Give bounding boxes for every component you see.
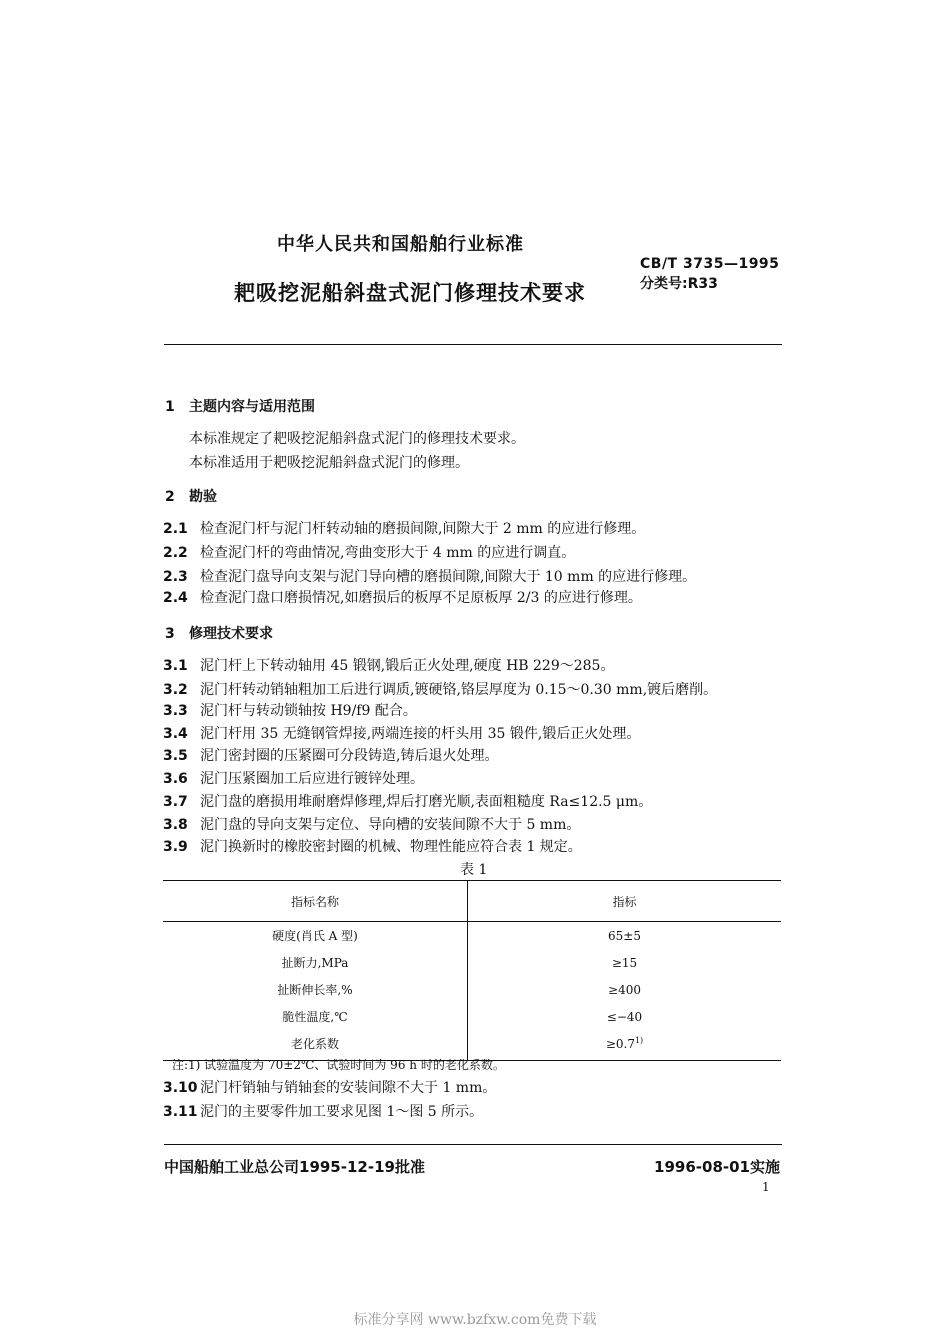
section-2-title: 勘验 <box>189 489 217 505</box>
table-header-indicator-name: 指标名称 <box>163 881 468 922</box>
clause-text: 泥门压紧圈加工后应进行镀锌处理。 <box>200 771 424 787</box>
clause-text: 检查泥门盘口磨损情况,如磨损后的板厚不足原板厚 2/3 的应进行修理。 <box>200 590 642 606</box>
table-cell-value: ≥400 <box>608 982 641 997</box>
table-cell-name: 硬度(肖氏 A 型) <box>163 922 468 950</box>
table-cell-name: 老化系数 <box>163 1030 468 1061</box>
clause-number: 3.8 <box>163 817 188 833</box>
document-title: 耙吸挖泥船斜盘式泥门修理技术要求 <box>234 281 586 305</box>
clause-number: 2.2 <box>163 545 188 561</box>
clause-3-4 <box>163 723 640 743</box>
clause-number: 2.3 <box>163 569 188 585</box>
table-row <box>163 922 781 950</box>
clause-number: 3.3 <box>163 703 188 719</box>
clause-2-2 <box>163 542 575 562</box>
table-caption: 表 1 <box>460 862 488 878</box>
clause-2-3 <box>163 566 696 586</box>
clause-3-11 <box>163 1101 483 1121</box>
rubber-seal-property-table <box>163 880 781 1061</box>
table-row <box>163 1003 781 1030</box>
section-1-title: 主题内容与适用范围 <box>189 399 315 415</box>
clause-number: 2.1 <box>163 521 188 537</box>
footnote-marker: 1) <box>634 1036 644 1045</box>
clause-number: 2.4 <box>163 590 188 606</box>
table-footnote: 注:1) 试验温度为 70±2℃、试验时间为 96 h 时的老化系数。 <box>172 1058 505 1072</box>
clause-3-5 <box>163 745 498 765</box>
clause-2-4 <box>163 587 642 607</box>
standard-code: CB/T 3735—1995 <box>640 256 780 272</box>
clause-text: 检查泥门盘导向支架与泥门导向槽的磨损间隙,间隙大于 10 mm 的应进行修理。 <box>200 569 697 585</box>
section-1-heading <box>165 396 315 416</box>
clause-number: 3.6 <box>163 771 188 787</box>
clause-text: 检查泥门杆与泥门杆转动轴的磨损间隙,间隙大于 2 mm 的应进行修理。 <box>200 521 646 537</box>
clause-number: 3.1 <box>163 658 188 674</box>
table-cell-value: ≤−40 <box>606 1009 643 1024</box>
clause-2-1 <box>163 518 645 538</box>
clause-3-3 <box>163 700 417 720</box>
page-number: 1 <box>762 1180 770 1194</box>
clause-3-2 <box>163 679 717 699</box>
table-header-row <box>163 881 781 922</box>
clause-text: 泥门杆用 35 无缝钢管焊接,两端连接的杆头用 35 锻件,锻后正火处理。 <box>200 726 641 742</box>
clause-text: 泥门盘的导向支架与定位、导向槽的安装间隙不大于 5 mm。 <box>200 817 581 833</box>
clause-text: 泥门盘的磨损用堆耐磨焊修理,焊后打磨光顺,表面粗糙度 Ra≤12.5 μm。 <box>200 794 653 810</box>
header-divider <box>164 344 782 345</box>
clause-3-9 <box>163 836 582 856</box>
approval-line: 中国船舶工业总公司1995-12-19批准 <box>164 1158 425 1176</box>
clause-3-8 <box>163 814 580 834</box>
section-1-paragraph-1: 本标准规定了耙吸挖泥船斜盘式泥门的修理技术要求。 <box>189 431 525 447</box>
clause-number: 3.11 <box>163 1104 198 1120</box>
clause-text: 泥门的主要零件加工要求见图 1～图 5 所示。 <box>200 1104 484 1120</box>
clause-text: 泥门密封圈的压紧圈可分段铸造,铸后退火处理。 <box>200 748 499 764</box>
table-cell-value-text: ≥0.7 <box>605 1037 635 1051</box>
table-row <box>163 949 781 976</box>
table-cell-name: 扯断力,MPa <box>163 949 468 976</box>
clause-text: 检查泥门杆的弯曲情况,弯曲变形大于 4 mm 的应进行调直。 <box>200 545 576 561</box>
watermark-text: 标准分享网 www.bzfxw.com免费下载 <box>353 1312 597 1328</box>
org-title: 中华人民共和国船舶行业标准 <box>277 234 524 255</box>
clause-3-1 <box>163 655 614 675</box>
classification-code: 分类号:R33 <box>640 276 718 292</box>
clause-3-7 <box>163 791 652 811</box>
clause-number: 3.7 <box>163 794 188 810</box>
section-1-paragraph-2: 本标准适用于耙吸挖泥船斜盘式泥门的修理。 <box>189 455 469 471</box>
clause-3-6 <box>163 768 424 788</box>
table-cell-value: ≥15 <box>611 955 638 970</box>
table-row <box>163 976 781 1003</box>
section-3-number: 3 <box>165 626 175 642</box>
clause-number: 3.9 <box>163 839 188 855</box>
clause-number: 3.4 <box>163 726 188 742</box>
footer-divider <box>164 1144 782 1145</box>
clause-number: 3.2 <box>163 682 188 698</box>
section-3-title: 修理技术要求 <box>189 626 273 642</box>
clause-text: 泥门杆转动销轴粗加工后进行调质,镀硬铬,铬层厚度为 0.15～0.30 mm,镀后磨削。 <box>200 682 718 698</box>
clause-text: 泥门杆上下转动轴用 45 锻钢,锻后正火处理,硬度 HB 229～285。 <box>200 658 615 674</box>
section-2-number: 2 <box>165 489 175 505</box>
clause-text: 泥门换新时的橡胶密封圈的机械、物理性能应符合表 1 规定。 <box>200 839 582 855</box>
table-cell-name: 脆性温度,℃ <box>163 1003 468 1030</box>
effective-date: 1996-08-01实施 <box>654 1158 780 1176</box>
section-3-heading <box>165 623 273 643</box>
clause-number: 3.10 <box>163 1080 198 1096</box>
clause-3-10 <box>163 1077 496 1097</box>
table-cell-name: 扯断伸长率,% <box>163 976 468 1003</box>
table-cell-value <box>468 1030 782 1061</box>
clause-number: 3.5 <box>163 748 188 764</box>
clause-text: 泥门杆销轴与销轴套的安装间隙不大于 1 mm。 <box>200 1080 497 1096</box>
section-2-heading <box>165 486 217 506</box>
table-header-indicator-value: 指标 <box>468 881 782 922</box>
section-1-number: 1 <box>165 399 175 415</box>
clause-text: 泥门杆与转动锁轴按 H9/f9 配合。 <box>200 703 417 719</box>
table-cell-value: 65±5 <box>608 928 641 943</box>
